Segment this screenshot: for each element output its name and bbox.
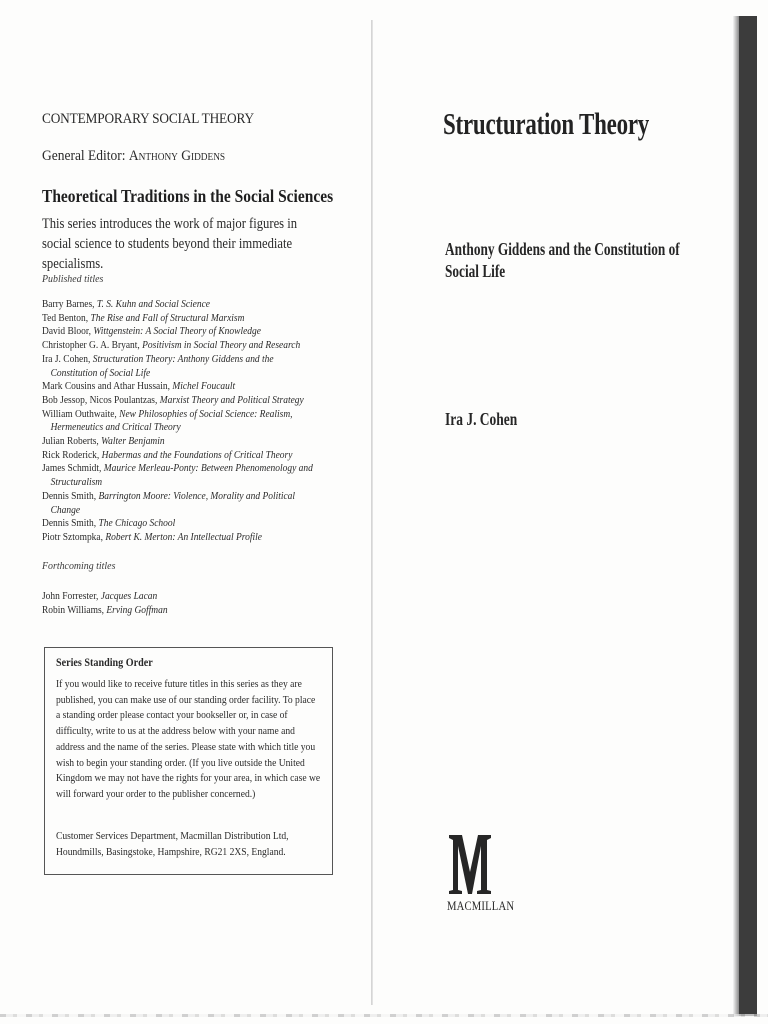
list-item — [42, 462, 319, 489]
published-titles-list — [42, 298, 319, 545]
list-item — [42, 490, 319, 517]
title-author: Christopher G. A. Bryant, — [42, 339, 143, 352]
title-book: Wittgenstein: A Social Theory of Knowledge — [93, 325, 261, 338]
title-book: Robert K. Merton: An Intellectual Profile — [105, 530, 262, 543]
standing-order-body: If you would like to receive future titles in this series as they are published, you can make use of our standing order facility. To place a standing order please contact your bookseller or, in case of difficulty, write to us at the address below with your name and address and the name of the series. Please state with which title you wish to begin your standing order. (If you live outside the United Kingdom we may not have the rights for your area, in which case we will forward your order to the publisher concerned.) — [56, 678, 321, 800]
title-book: Erving Goffman — [106, 603, 168, 616]
title-author: Julian Roberts, — [42, 435, 102, 448]
title-book: T. S. Kuhn and Social Science — [96, 298, 210, 310]
title-book: Michel Foucault — [172, 380, 236, 393]
traditions-description: This series introduces the work of major figures in social science to students beyond their immediate specialisms. — [42, 216, 298, 272]
standing-order-box — [44, 647, 333, 875]
title-author: Robin Williams, — [42, 603, 107, 616]
title-author: Dennis Smith, — [42, 517, 99, 530]
title-book: New Philosophies of Social Science: Realism, Hermeneutics and Critical Theory — [50, 407, 293, 434]
book-title: Structuration Theory — [443, 106, 650, 141]
publisher-name: MACMILLAN — [447, 898, 515, 913]
list-item — [42, 435, 319, 449]
list-item — [42, 394, 319, 408]
editor-prefix: General Editor: — [42, 148, 129, 164]
title-author: David Bloor, — [42, 325, 94, 338]
title-book: Walter Benjamin — [101, 435, 165, 448]
title-book: Positivism in Social Theory and Research — [142, 339, 301, 352]
title-author: John Forrester, — [42, 590, 101, 602]
list-item — [42, 517, 319, 531]
list-item — [42, 325, 319, 339]
title-author: James Schmidt, — [42, 462, 104, 475]
title-author: Rick Roderick, — [42, 448, 102, 461]
list-item — [42, 312, 319, 326]
title-author: Dennis Smith, — [42, 489, 99, 502]
series-title: CONTEMPORARY SOCIAL THEORY — [42, 111, 254, 127]
standing-order-address: Customer Services Department, Macmillan Distribution Ltd, Houndmills, Basingstoke, Hampshire, RG21 2XS, England. — [56, 830, 289, 858]
title-book: Structuration Theory: Anthony Giddens and the Constitution of Social Life — [50, 352, 274, 379]
list-item — [42, 298, 319, 312]
standing-order-title: Series Standing Order — [56, 657, 153, 669]
title-book: Maurice Merleau-Ponty: Between Phenomenology and Structuralism — [50, 462, 313, 489]
list-item — [42, 353, 319, 380]
list-item — [42, 380, 319, 394]
title-book: The Chicago School — [98, 517, 176, 530]
list-item — [42, 590, 319, 604]
list-item — [42, 604, 319, 618]
page-gutter — [371, 20, 373, 1005]
title-book: Marxist Theory and Political Strategy — [159, 393, 304, 406]
title-book: Habermas and the Foundations of Critical Theory — [101, 448, 293, 461]
scan-bottom-edge — [0, 1014, 768, 1017]
title-author: Ira J. Cohen, — [42, 352, 93, 365]
forthcoming-titles-label: Forthcoming titles — [42, 560, 116, 572]
editor-name: Anthony Giddens — [128, 148, 226, 164]
traditions-heading: Theoretical Traditions in the Social Sciences — [42, 186, 334, 206]
title-author: Bob Jessop, Nicos Poulantzas, — [42, 393, 160, 406]
title-book: Jacques Lacan — [100, 590, 158, 602]
book-author: Ira J. Cohen — [445, 409, 518, 429]
title-author: Mark Cousins and Athar Hussain, — [42, 380, 173, 393]
list-item — [42, 531, 319, 545]
macmillan-logo-icon — [447, 832, 493, 896]
list-item — [42, 339, 319, 353]
title-author: Barry Barnes, — [42, 298, 97, 310]
book-subtitle: Anthony Giddens and the Constitution of Social Life — [445, 239, 680, 281]
published-titles-label: Published titles — [42, 273, 104, 285]
scan-edge — [739, 16, 757, 1016]
list-item — [42, 408, 319, 435]
title-book: The Rise and Fall of Structural Marxism — [90, 311, 245, 324]
title-book: Barrington Moore: Violence, Morality and Political Change — [50, 489, 296, 516]
general-editor — [42, 148, 225, 165]
title-author: Ted Benton, — [42, 311, 91, 324]
list-item — [42, 449, 319, 463]
title-author: William Outhwaite, — [42, 407, 120, 420]
forthcoming-titles-list — [42, 590, 319, 617]
title-author: Piotr Sztompka, — [42, 530, 106, 543]
